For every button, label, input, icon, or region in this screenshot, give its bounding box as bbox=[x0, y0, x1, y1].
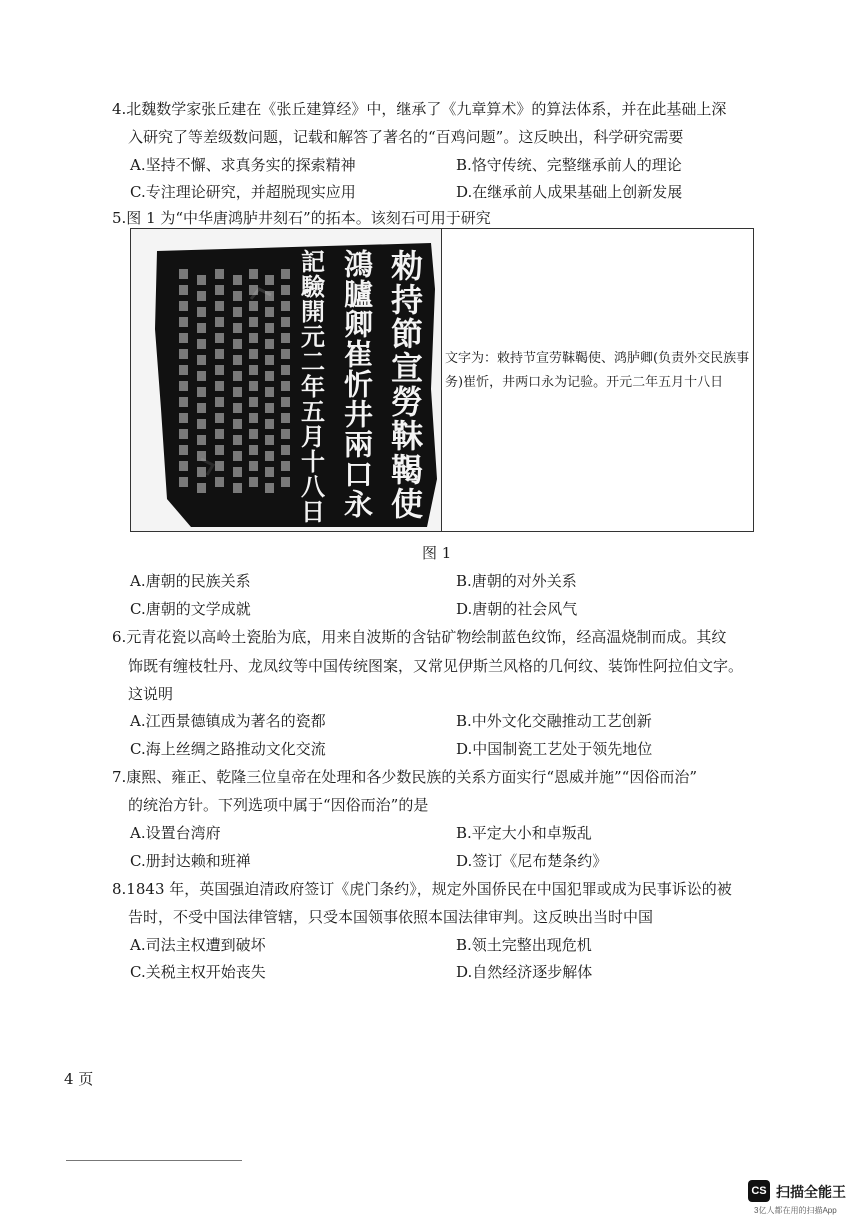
q6-option-b[interactable]: B.中外文化交融推动工艺创新 bbox=[456, 712, 652, 730]
rubbing-small-glyph bbox=[249, 445, 258, 455]
q8-stem-line2: 告时，不受中国法律管辖，只受本国领事依照本国法律审判。这反映出当时中国 bbox=[128, 908, 654, 926]
rubbing-small-glyph bbox=[233, 403, 242, 413]
q6-stem-line3: 这说明 bbox=[128, 685, 174, 703]
rubbing-small-glyph bbox=[249, 269, 258, 279]
q4-option-b[interactable]: B.恪守传统、完整继承前人的理论 bbox=[456, 156, 682, 174]
rubbing-small-glyph bbox=[215, 413, 224, 423]
rubbing-small-glyph bbox=[197, 403, 206, 413]
rubbing-small-glyph bbox=[215, 333, 224, 343]
rubbing-small-glyph bbox=[233, 435, 242, 445]
q6-option-d[interactable]: D.中国制瓷工艺处于领先地位 bbox=[456, 740, 653, 758]
q8-stem-line1: 8.1843 年，英国强迫清政府签订《虎门条约》，规定外国侨民在中国犯罪或成为民事诉讼的被 bbox=[112, 880, 732, 898]
q4-option-c[interactable]: C.专注理论研究，并超脱现实应用 bbox=[130, 183, 356, 201]
rubbing-small-glyph bbox=[281, 429, 290, 439]
rubbing-small-glyph bbox=[197, 339, 206, 349]
rubbing-small-glyph bbox=[179, 317, 188, 327]
rubbing-small-glyph bbox=[215, 397, 224, 407]
rubbing-small-glyph bbox=[249, 301, 258, 311]
camscanner-logo-icon: CS bbox=[748, 1180, 770, 1202]
rubbing-column-2: 鴻臚卿崔忻井兩口永 bbox=[340, 249, 374, 519]
rubbing-small-glyph bbox=[265, 323, 274, 333]
rubbing-small-glyph bbox=[197, 291, 206, 301]
rubbing-small-glyph bbox=[265, 291, 274, 301]
rubbing-small-glyph bbox=[233, 275, 242, 285]
rubbing-small-glyph bbox=[215, 285, 224, 295]
rubbing-small-glyph bbox=[179, 269, 188, 279]
rubbing-small-glyph bbox=[265, 371, 274, 381]
rubbing-small-glyph bbox=[233, 451, 242, 461]
rubbing-small-glyph bbox=[265, 339, 274, 349]
rubbing-small-glyph bbox=[265, 275, 274, 285]
rubbing-small-glyph bbox=[233, 307, 242, 317]
page-number: 4 页 bbox=[64, 1070, 94, 1088]
rubbing-small-glyph bbox=[249, 429, 258, 439]
brand-tagline: 3亿人都在用的扫描App bbox=[754, 1206, 837, 1215]
rubbing-small-glyph bbox=[197, 483, 206, 493]
rubbing-small-glyph bbox=[249, 477, 258, 487]
rubbing-small-glyph bbox=[179, 397, 188, 407]
rubbing-small-glyph bbox=[197, 275, 206, 285]
rubbing-small-glyph bbox=[265, 483, 274, 493]
rubbing-small-glyph bbox=[233, 291, 242, 301]
rubbing-small-glyph bbox=[215, 445, 224, 455]
rubbing-small-glyph bbox=[265, 451, 274, 461]
rubbing-small-glyph bbox=[281, 445, 290, 455]
rubbing-small-glyph bbox=[197, 355, 206, 365]
rubbing-small-glyph bbox=[215, 477, 224, 487]
rubbing-small-glyph bbox=[197, 371, 206, 381]
rubbing-small-glyph bbox=[179, 285, 188, 295]
rubbing-small-glyph bbox=[265, 435, 274, 445]
q5-option-b[interactable]: B.唐朝的对外关系 bbox=[456, 572, 577, 590]
rubbing-small-glyph bbox=[233, 339, 242, 349]
q6-option-a[interactable]: A.江西景德镇成为著名的瓷都 bbox=[130, 712, 326, 730]
rubbing-small-glyph bbox=[215, 317, 224, 327]
rubbing-small-glyph bbox=[179, 477, 188, 487]
rubbing-small-glyph bbox=[281, 477, 290, 487]
rubbing-column-3: 記驗開元二年五月十八日 bbox=[296, 249, 326, 524]
q7-option-d[interactable]: D.签订《尼布楚条约》 bbox=[456, 852, 608, 870]
rubbing-small-glyph bbox=[265, 403, 274, 413]
rubbing-small-glyph bbox=[179, 461, 188, 471]
rubbing-small-glyph bbox=[233, 419, 242, 429]
q5-option-a[interactable]: A.唐朝的民族关系 bbox=[130, 572, 251, 590]
rubbing-small-glyph bbox=[265, 419, 274, 429]
rubbing-small-glyph bbox=[197, 387, 206, 397]
rubbing-small-glyph bbox=[249, 461, 258, 471]
rubbing-small-glyph bbox=[281, 317, 290, 327]
scanner-watermark bbox=[748, 1180, 858, 1216]
q6-option-c[interactable]: C.海上丝绸之路推动文化交流 bbox=[130, 740, 326, 758]
rubbing-small-glyph bbox=[179, 445, 188, 455]
rubbing-small-glyph bbox=[281, 365, 290, 375]
rubbing-small-glyph bbox=[179, 301, 188, 311]
figure-caption: 图 1 bbox=[422, 544, 452, 562]
q4-stem-line1: 4.北魏数学家张丘建在《张丘建算经》中，继承了《九章算术》的算法体系，并在此基础上深 bbox=[112, 100, 727, 118]
rubbing-small-glyph bbox=[197, 323, 206, 333]
rubbing-small-glyph bbox=[197, 451, 206, 461]
q4-stem-line2: 入研究了等差级数问题，记载和解答了著名的“百鸡问题”。这反映出，科学研究需要 bbox=[128, 128, 684, 146]
rubbing-small-glyph bbox=[179, 333, 188, 343]
rubbing-small-glyph bbox=[281, 269, 290, 279]
rubbing-small-glyph bbox=[179, 413, 188, 423]
q8-option-c[interactable]: C.关税主权开始丧失 bbox=[130, 963, 266, 981]
rubbing-small-glyph bbox=[281, 301, 290, 311]
rubbing-small-glyph bbox=[281, 349, 290, 359]
footer-divider bbox=[66, 1160, 242, 1161]
brand-name: 扫描全能王 bbox=[776, 1184, 846, 1200]
rubbing-small-glyph bbox=[249, 333, 258, 343]
rubbing-small-glyph bbox=[215, 349, 224, 359]
rubbing-small-glyph bbox=[265, 467, 274, 477]
figure-1 bbox=[130, 228, 754, 532]
rubbing-small-glyph bbox=[249, 349, 258, 359]
q8-option-a[interactable]: A.司法主权遭到破坏 bbox=[130, 936, 266, 954]
rubbing-small-glyph bbox=[281, 333, 290, 343]
rubbing-small-glyph bbox=[197, 419, 206, 429]
rubbing-small-glyph bbox=[249, 381, 258, 391]
rubbing-small-glyph bbox=[197, 307, 206, 317]
rubbing-small-glyph bbox=[215, 269, 224, 279]
rubbing-small-glyph bbox=[265, 307, 274, 317]
stone-rubbing-image bbox=[131, 229, 442, 531]
rubbing-small-glyph bbox=[281, 381, 290, 391]
rubbing-small-glyph bbox=[179, 365, 188, 375]
rubbing-small-glyph bbox=[215, 301, 224, 311]
figure-transcript: 文字为：敕持节宣劳靺鞨使、鸿胪卿(负责外交民族事务)崔忻，井两口永为记验。开元二年五月十八日 bbox=[445, 351, 750, 390]
rubbing-small-glyph bbox=[179, 349, 188, 359]
q7-stem-line1: 7.康熙、雍正、乾隆三位皇帝在处理和各少数民族的关系方面实行“恩威并施”“因俗而治” bbox=[112, 768, 697, 786]
rubbing-column-1: 勑持節宣勞靺鞨使 bbox=[386, 249, 424, 521]
rubbing-small-glyph bbox=[215, 365, 224, 375]
rubbing-small-glyph bbox=[215, 429, 224, 439]
q6-stem-line1: 6.元青花瓷以高岭土瓷胎为底，用来自波斯的含钴矿物绘制蓝色纹饰，经高温烧制而成。其纹 bbox=[112, 628, 727, 646]
rubbing-small-glyph bbox=[179, 381, 188, 391]
q8-option-b[interactable]: B.领土完整出现危机 bbox=[456, 936, 592, 954]
q5-option-c[interactable]: C.唐朝的文学成就 bbox=[130, 600, 251, 618]
rubbing-small-glyph bbox=[249, 317, 258, 327]
rubbing-small-glyph bbox=[281, 413, 290, 423]
rubbing-svg bbox=[131, 229, 441, 531]
rubbing-small-glyph bbox=[233, 483, 242, 493]
rubbing-small-glyph bbox=[197, 467, 206, 477]
rubbing-small-glyph bbox=[233, 387, 242, 397]
rubbing-small-glyph bbox=[233, 355, 242, 365]
q8-option-d[interactable]: D.自然经济逐步解体 bbox=[456, 963, 593, 981]
rubbing-small-glyph bbox=[249, 285, 258, 295]
rubbing-small-glyph bbox=[249, 365, 258, 375]
rubbing-small-glyph bbox=[281, 397, 290, 407]
rubbing-small-glyph bbox=[215, 381, 224, 391]
rubbing-small-glyph bbox=[265, 355, 274, 365]
q7-stem-line2: 的统治方针。下列选项中属于“因俗而治”的是 bbox=[128, 796, 429, 814]
rubbing-small-glyph bbox=[281, 461, 290, 471]
q6-stem-line2: 饰既有缠枝牡丹、龙凤纹等中国传统图案，又常见伊斯兰风格的几何纹、装饰性阿拉伯文字。 bbox=[128, 657, 744, 675]
q5-option-d[interactable]: D.唐朝的社会风气 bbox=[456, 600, 578, 618]
q4-option-d[interactable]: D.在继承前人成果基础上创新发展 bbox=[456, 183, 683, 201]
rubbing-small-glyph bbox=[215, 461, 224, 471]
q5-stem-line1: 5.图 1 为“中华唐鸿胪井刻石”的拓本。该刻石可用于研究 bbox=[112, 209, 491, 227]
rubbing-small-glyph bbox=[179, 429, 188, 439]
rubbing-small-glyph bbox=[265, 387, 274, 397]
q7-option-a[interactable]: A.设置台湾府 bbox=[130, 824, 221, 842]
rubbing-small-glyph bbox=[233, 467, 242, 477]
rubbing-small-glyph bbox=[197, 435, 206, 445]
rubbing-small-glyph bbox=[249, 413, 258, 423]
rubbing-small-glyph bbox=[233, 371, 242, 381]
q4-option-a[interactable]: A.坚持不懈、求真务实的探索精神 bbox=[130, 156, 356, 174]
rubbing-small-glyph bbox=[233, 323, 242, 333]
rubbing-small-glyph bbox=[249, 397, 258, 407]
q7-option-c[interactable]: C.册封达赖和班禅 bbox=[130, 852, 251, 870]
rubbing-small-glyph bbox=[281, 285, 290, 295]
q7-option-b[interactable]: B.平定大小和卓叛乱 bbox=[456, 824, 592, 842]
